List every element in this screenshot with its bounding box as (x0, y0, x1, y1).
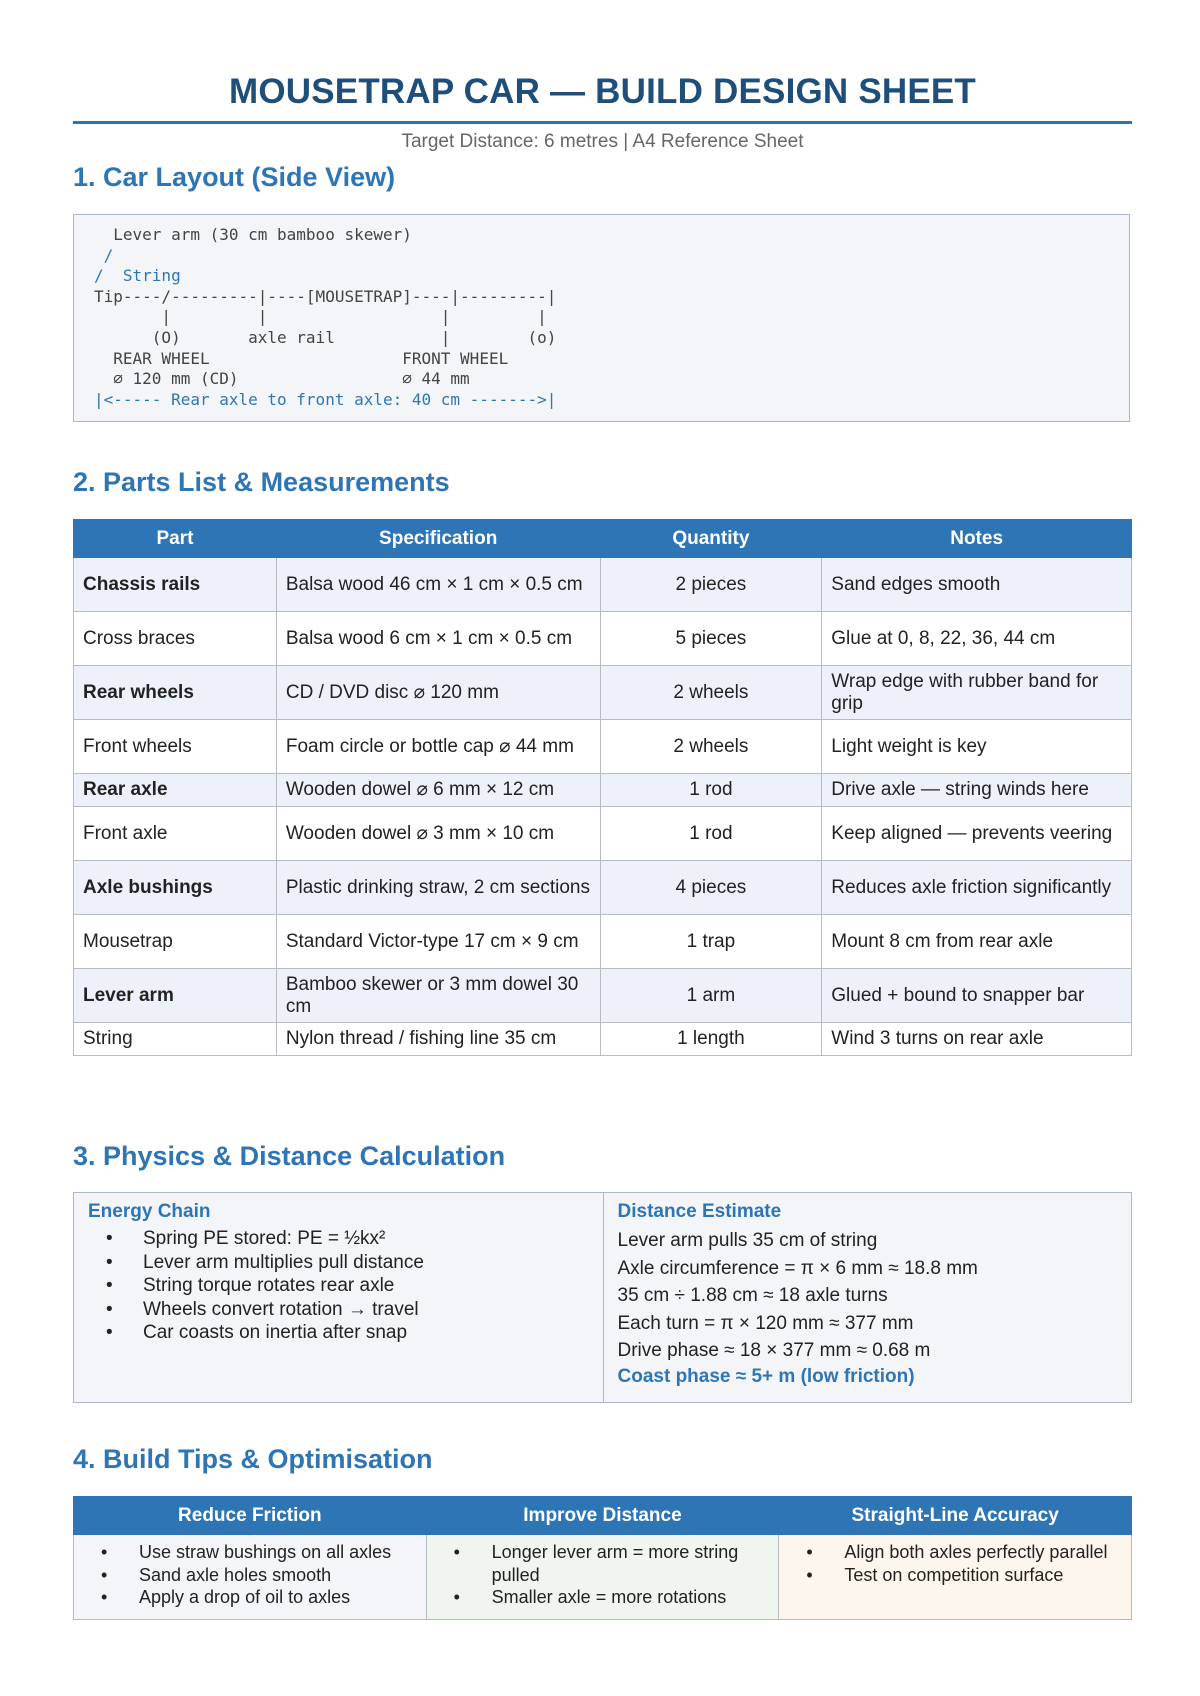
tips-header-row (74, 1497, 1132, 1535)
table-row (74, 807, 1132, 861)
table-cell-notes: Mount 8 cm from rear axle (822, 915, 1132, 969)
list-item: • String torque rotates rear axle (143, 1274, 589, 1298)
table-cell-part: Cross braces (74, 612, 277, 666)
table-cell-part: Axle bushings (74, 861, 277, 915)
diagram-line: ⌀ 120 mm (CD) ⌀ 44 mm (94, 369, 470, 389)
diagram-line: / (94, 245, 114, 265)
table-cell-part: Chassis rails (74, 558, 277, 612)
table-cell-notes: Light weight is key (822, 720, 1132, 774)
table-cell-qty: 5 pieces (600, 612, 822, 666)
table-cell-spec: Standard Victor-type 17 cm × 9 cm (276, 915, 600, 969)
diagram-line: REAR WHEEL FRONT WHEEL (94, 348, 509, 368)
list-item: • Use straw bushings on all axles (139, 1541, 416, 1564)
diagram-text (94, 225, 556, 410)
table-cell-part: String (74, 1023, 277, 1056)
column-header: Specification (276, 520, 600, 558)
tips-cell-friction (74, 1535, 427, 1620)
column-header: Reduce Friction (74, 1497, 427, 1535)
table-cell-spec: Wooden dowel ⌀ 6 mm × 12 cm (276, 774, 600, 807)
table-row (74, 666, 1132, 720)
parts-table (73, 519, 1132, 1056)
calc-line: Drive phase ≈ 18 × 377 mm ≈ 0.68 m (617, 1340, 931, 1361)
page-subtitle: Target Distance: 6 metres | A4 Reference Sheet (401, 131, 804, 152)
coast-phase-result: Coast phase ≈ 5+ m (low friction) (617, 1365, 915, 1387)
table-cell-notes: Sand edges smooth (822, 558, 1132, 612)
table-row (74, 558, 1132, 612)
table-cell-part: Lever arm (74, 969, 277, 1023)
list-item: • Align both axles perfectly parallel (844, 1541, 1121, 1564)
diagram-line: | | | | (94, 307, 547, 327)
distance-estimate-title: Distance Estimate (617, 1201, 782, 1222)
table-row (74, 969, 1132, 1023)
table-cell-spec: Balsa wood 6 cm × 1 cm × 0.5 cm (276, 612, 600, 666)
table-cell-spec: Wooden dowel ⌀ 3 mm × 10 cm (276, 807, 600, 861)
table-cell-qty: 1 arm (600, 969, 822, 1023)
diagram-line: Lever arm (30 cm bamboo skewer) (94, 225, 412, 244)
table-cell-part: Mousetrap (74, 915, 277, 969)
list-item: • Smaller axle = more rotations (492, 1586, 769, 1609)
table-cell-spec: Foam circle or bottle cap ⌀ 44 mm (276, 720, 600, 774)
table-cell-part: Front axle (74, 807, 277, 861)
physics-panel (73, 1192, 1132, 1403)
section-heading-physics: 3. Physics & Distance Calculation (73, 1141, 506, 1171)
energy-chain-list (88, 1227, 589, 1345)
list-item: • Wheels convert rotation → travel (143, 1298, 589, 1322)
list-item: • Car coasts on inertia after snap (143, 1321, 589, 1345)
table-row (74, 1023, 1132, 1056)
section-heading-layout: 1. Car Layout (Side View) (73, 162, 396, 192)
table-row (74, 720, 1132, 774)
table-cell-qty: 4 pieces (600, 861, 822, 915)
table-cell-qty: 2 pieces (600, 558, 822, 612)
column-header: Notes (822, 520, 1132, 558)
tips-cell-accuracy (779, 1535, 1132, 1620)
table-cell-notes: Keep aligned — prevents veering (822, 807, 1132, 861)
list-item: • Longer lever arm = more string pulled (492, 1541, 769, 1586)
calc-line: Lever arm pulls 35 cm of string (617, 1230, 878, 1251)
page-title: MOUSETRAP CAR — BUILD DESIGN SHEET (228, 72, 977, 111)
section-heading-tips: 4. Build Tips & Optimisation (73, 1444, 433, 1474)
energy-chain-column (74, 1193, 603, 1402)
table-row (74, 774, 1132, 807)
diagram-line: (O) axle rail | (o) (94, 327, 557, 347)
table-cell-part: Front wheels (74, 720, 277, 774)
tips-cell-distance (426, 1535, 779, 1620)
table-cell-notes: Drive axle — string winds here (822, 774, 1132, 807)
list-item: • Test on competition surface (844, 1564, 1121, 1587)
diagram-line: / String (94, 266, 181, 286)
distance-estimate-column (603, 1193, 1132, 1402)
table-cell-notes: Wind 3 turns on rear axle (822, 1023, 1132, 1056)
diagram-line: Tip----/---------|----[MOUSETRAP]----|---------| (94, 286, 557, 306)
calc-line: Each turn = π × 120 mm ≈ 377 mm (617, 1312, 914, 1334)
table-cell-qty: 1 length (600, 1023, 822, 1056)
tips-table (73, 1496, 1132, 1620)
table-cell-spec: CD / DVD disc ⌀ 120 mm (276, 666, 600, 720)
parts-header-row (74, 520, 1132, 558)
table-cell-qty: 1 rod (600, 807, 822, 861)
table-cell-qty: 2 wheels (600, 666, 822, 720)
table-row (74, 915, 1132, 969)
table-cell-qty: 1 trap (600, 915, 822, 969)
title-divider (73, 121, 1132, 124)
table-cell-qty: 1 rod (600, 774, 822, 807)
table-cell-qty: 2 wheels (600, 720, 822, 774)
column-header: Part (74, 520, 277, 558)
table-cell-notes: Wrap edge with rubber band for grip (822, 666, 1132, 720)
column-header: Quantity (600, 520, 822, 558)
list-item: • Apply a drop of oil to axles (139, 1586, 416, 1609)
table-cell-spec: Bamboo skewer or 3 mm dowel 30 cm (276, 969, 600, 1023)
energy-chain-title: Energy Chain (88, 1201, 211, 1222)
table-cell-spec: Nylon thread / fishing line 35 cm (276, 1023, 600, 1056)
table-cell-part: Rear wheels (74, 666, 277, 720)
table-cell-spec: Plastic drinking straw, 2 cm sections (276, 861, 600, 915)
calc-line: Axle circumference = π × 6 mm ≈ 18.8 mm (617, 1257, 978, 1279)
parts-table-body (74, 558, 1132, 1056)
table-cell-spec: Balsa wood 46 cm × 1 cm × 0.5 cm (276, 558, 600, 612)
section-heading-parts: 2. Parts List & Measurements (73, 467, 450, 497)
side-view-diagram (73, 214, 1130, 422)
tips-row (74, 1535, 1132, 1620)
diagram-line: |<----- Rear axle to front axle: 40 cm ------->| (94, 389, 557, 409)
list-item: • Lever arm multiplies pull distance (143, 1251, 589, 1275)
calc-line: 35 cm ÷ 1.88 cm ≈ 18 axle turns (617, 1285, 888, 1306)
list-item: • Spring PE stored: PE = ½kx² (143, 1227, 589, 1251)
column-header: Improve Distance (426, 1497, 779, 1535)
column-header: Straight-Line Accuracy (779, 1497, 1132, 1535)
list-item: • Sand axle holes smooth (139, 1564, 416, 1587)
table-row (74, 861, 1132, 915)
table-cell-part: Rear axle (74, 774, 277, 807)
table-cell-notes: Reduces axle friction significantly (822, 861, 1132, 915)
table-cell-notes: Glued + bound to snapper bar (822, 969, 1132, 1023)
table-cell-notes: Glue at 0, 8, 22, 36, 44 cm (822, 612, 1132, 666)
table-row (74, 612, 1132, 666)
